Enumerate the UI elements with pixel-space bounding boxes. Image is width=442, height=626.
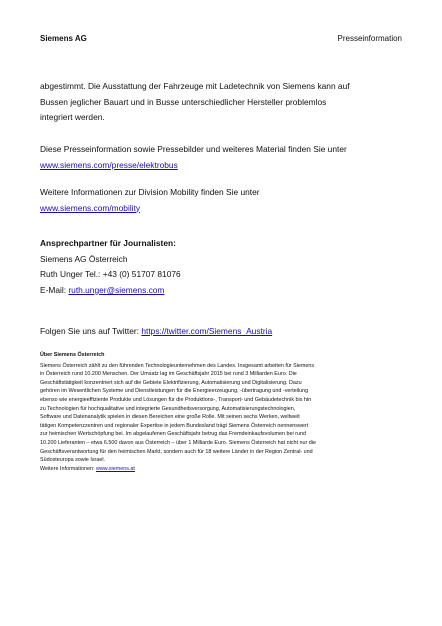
twitter-paragraph <box>40 324 400 340</box>
about-line: zu Technologien für hochqualitative und integrierte Gesundheitsversorgung, Automatisierungstechnologien, <box>40 405 296 412</box>
about-line: in Österreich rund 10.200 Menschen. Der Umsatz lag im Geschäftsjahr 2015 bei rund 3 Milliarden Euro. Die <box>40 371 297 378</box>
header-doc-type: Presseinformation <box>337 34 402 43</box>
page-header <box>40 34 402 46</box>
about-line: Geschäftstätigkeit konzentriert sich auf die Gebiete Elektrifizierung, Automatisierung und Digitalisierung. Dazu <box>40 379 302 386</box>
about-line: Siemens Österreich zählt zu den führenden Technologieunternehmen des Landes. Insgesamt arbeiten für Siemens <box>40 362 315 369</box>
contact-title: Ansprechpartner für Journalisten: <box>40 238 176 248</box>
header-company: Siemens AG <box>40 34 87 43</box>
about-more-label: Weitere Informationen: <box>40 465 96 472</box>
mobility-link[interactable]: www.siemens.com/mobility <box>40 202 141 213</box>
about-title: Über Siemens Österreich <box>40 352 105 358</box>
press-material-paragraph <box>40 142 400 173</box>
mobility-text: Weitere Informationen zur Division Mobility finden Sie unter <box>40 187 260 197</box>
about-line: tätigen Kompetenzzentren und regionaler Expertise in jedem Bundesland trägt Siemens Österreich nennenswert <box>40 422 309 429</box>
about-line: Software und Datenanalytik spielen in diesen Bereichen eine große Rolle. Mit seinen sechs Werken, weltweit <box>40 414 300 421</box>
contact-person: Ruth Unger Tel.: +43 (0) 51707 81076 <box>40 269 181 280</box>
twitter-text: Folgen Sie uns auf Twitter: <box>40 326 142 336</box>
about-line: Südosteuropa sowie Israel. <box>40 457 106 464</box>
about-line: Geschäftsverantwortung für den heimischen Markt, sondern auch für 18 weitere Länder in der Region Zentral- und <box>40 448 313 455</box>
about-line: gehören im Wesentlichen Systeme und Dienstleistungen für die Energieerzeugung, -übertragung und -verteilung <box>40 388 309 395</box>
intro-line: abgestimmt. Die Ausstattung der Fahrzeuge mit Ladetechnik von Siemens kann auf <box>40 81 350 91</box>
contact-org: Siemens AG Österreich <box>40 253 128 264</box>
about-line: ebenso wie energieeffiziente Produkte und Lösungen für die Produktions-, Transport- und Gebäudetechnik bis hin <box>40 396 312 403</box>
intro-line: integriert werden. <box>40 112 105 123</box>
press-material-text: Diese Presseinformation sowie Pressebilder und weiteres Material finden Sie unter <box>40 144 347 154</box>
press-material-link[interactable]: www.siemens.com/presse/elektrobus <box>40 159 178 170</box>
twitter-link[interactable]: https://twitter.com/Siemens_Austria <box>141 326 273 336</box>
about-more-link[interactable]: www.siemens.at <box>95 465 135 472</box>
intro-line: Bussen jeglicher Bauart und in Busse unterschiedlicher Hersteller problemlos <box>40 96 327 107</box>
contact-email-link[interactable]: ruth.unger@siemens.com <box>68 284 165 295</box>
mobility-paragraph <box>40 185 400 216</box>
about-line: zur heimischen Wertschöpfung bei. Im abgelaufenen Geschäftsjahr betrug das Fremdeinkaufsvolumen bei rund <box>40 431 306 438</box>
contact-email-label: E-Mail: <box>40 284 69 295</box>
about-siemens-austria <box>40 351 402 473</box>
press-contact <box>40 236 400 298</box>
intro-paragraph <box>40 79 400 126</box>
about-line: 10.200 Lieferanten – etwa 6.500 davon aus Österreich – über 1 Milliarde Euro. Siemens Österreich hat nicht nur die <box>40 439 316 446</box>
